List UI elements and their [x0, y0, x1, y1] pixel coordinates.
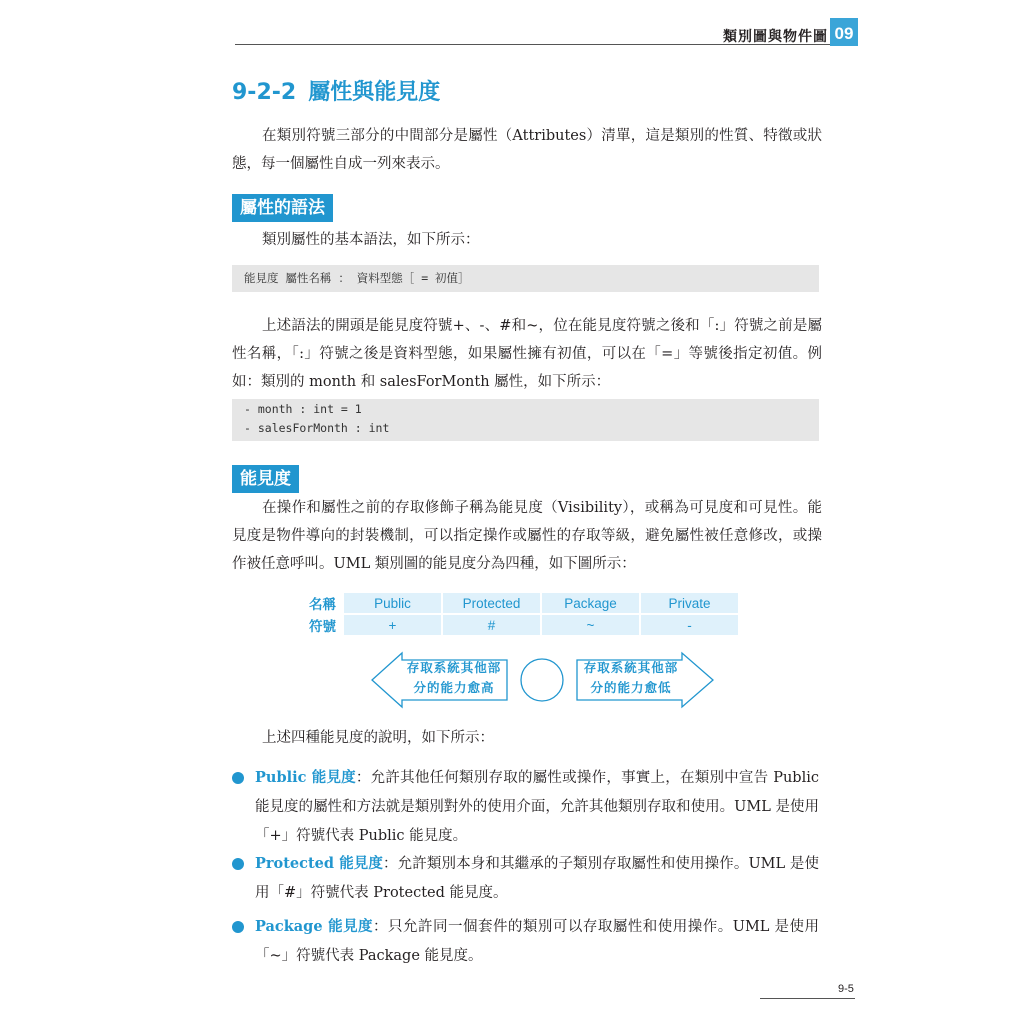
footer-rule — [760, 998, 855, 999]
center-circle — [521, 659, 563, 701]
row-label-symbol: 符號 — [309, 619, 336, 635]
code-line: - month : int = 1 — [244, 402, 362, 416]
syntax-lead: 類別屬性的基本語法，如下所示： — [262, 232, 480, 248]
right-arrow-label — [578, 658, 684, 698]
section-title — [232, 75, 440, 106]
table-cell: ~ — [542, 615, 639, 635]
list-item-public — [255, 763, 819, 851]
table-cell: Public — [344, 593, 441, 613]
syntax-heading: 屬性的語法 — [232, 194, 333, 222]
table-row — [300, 615, 738, 635]
chapter-number-badge: 09 — [830, 18, 858, 46]
intro-paragraph: 在類別符號三部分的中間部分是屬性（Attributes）清單，這是類別的性質、特徵或狀態，每一個屬性自成一列來表示。 — [232, 128, 822, 172]
syntax-code: 能見度 屬性名稱 ： 資料型態［ = 初值］ — [244, 271, 470, 285]
bullet-icon — [232, 858, 244, 870]
list-item-package — [255, 912, 819, 971]
list-item-protected — [255, 849, 819, 908]
left-arrow-line: 分的能力愈高 — [413, 680, 495, 695]
right-arrow-line: 分的能力愈低 — [590, 680, 672, 695]
table-cell: # — [443, 615, 540, 635]
list-item-text: ：只允許同一個套件的類別可以存取屬性和使用操作。UML 是使用「~」符號代表 Package 能見度。 — [255, 919, 819, 964]
table-row — [300, 593, 738, 613]
bullet-icon — [232, 772, 244, 784]
right-arrow-line: 存取系統其他部 — [583, 660, 679, 675]
code-line: - salesForMonth : int — [244, 421, 390, 435]
table-cell: Package — [542, 593, 639, 613]
list-item-text: ：允許類別本身和其繼承的子類別存取屬性和使用操作。UML 是使用「#」符號代表 Protected 能見度。 — [255, 856, 819, 901]
list-item-term: Package 能見度 — [255, 918, 374, 935]
list-item-term: Public 能見度 — [255, 769, 356, 786]
list-item-term: Protected 能見度 — [255, 855, 384, 872]
left-arrow-label — [401, 658, 507, 698]
table-cell: + — [344, 615, 441, 635]
section-number: 9-2-2 — [232, 80, 297, 105]
visibility-heading: 能見度 — [232, 465, 299, 493]
list-lead: 上述四種能見度的說明，如下所示： — [262, 730, 494, 746]
example-code-box — [232, 399, 819, 441]
visibility-paragraph: 在操作和屬性之前的存取修飾子稱為能見度（Visibility），或稱為可見度和可見性。能見度是物件導向的封裝機制，可以指定操作或屬性的存取等級，避免屬性被任意修改，或操作被任意呼叫。UML 類別圖的能見度分為四種，如下圖所示： — [232, 500, 822, 572]
syntax-code-box — [232, 265, 819, 292]
list-item-text: ：允許其他任何類別存取的屬性或操作，事實上，在類別中宣告 Public 能見度的屬性和方法就是類別對外的使用介面，允許其他類別存取和使用。UML 是使用「+」符號代表 Public 能見度。 — [255, 770, 819, 844]
table-cell: Private — [641, 593, 738, 613]
syntax-explanation: 上述語法的開頭是能見度符號+、-、#和~，位在能見度符號之後和「:」符號之前是屬性名稱，「:」符號之後是資料型態，如果屬性擁有初值，可以在「=」等號後指定初值。例如：類別的 month 和 salesForMonth 屬性，如下所示： — [232, 318, 822, 390]
bullet-icon — [232, 921, 244, 933]
section-title-text: 屬性與能見度 — [308, 80, 441, 105]
table-cell: - — [641, 615, 738, 635]
left-arrow-line: 存取系統其他部 — [406, 660, 502, 675]
page-number: 9-5 — [838, 983, 854, 995]
table-cell: Protected — [443, 593, 540, 613]
chapter-title: 類別圖與物件圖 — [723, 29, 828, 45]
row-label-name: 名稱 — [309, 597, 336, 613]
visibility-table — [298, 591, 740, 637]
